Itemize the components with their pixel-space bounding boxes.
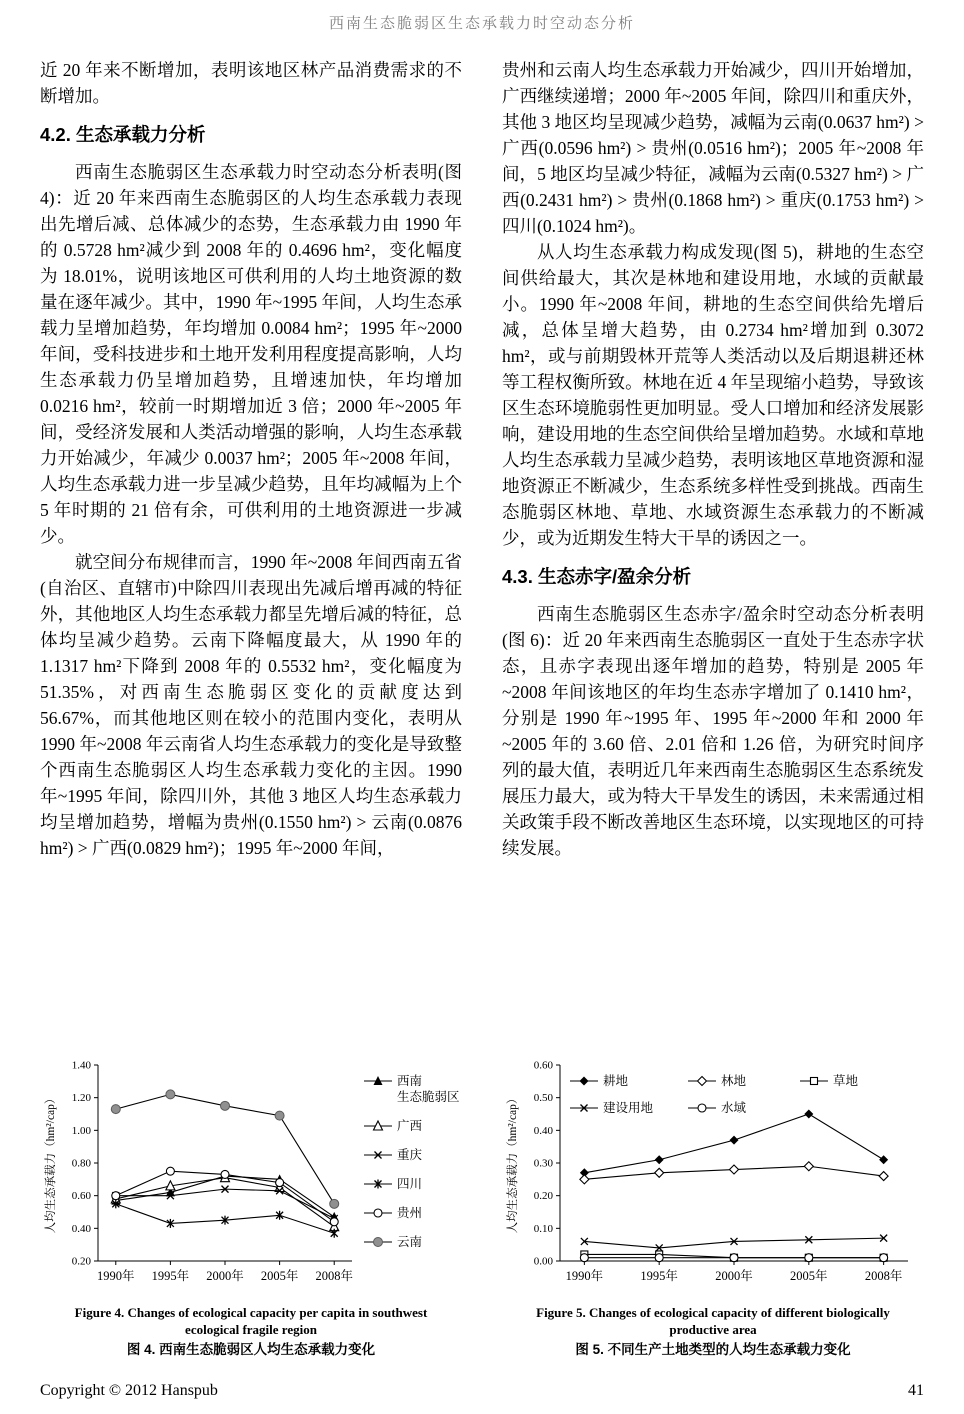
- legend: [364, 1073, 460, 1249]
- svg-text:1.40: 1.40: [71, 1059, 91, 1072]
- right-column: [502, 57, 924, 1045]
- svg-text:1.20: 1.20: [71, 1092, 91, 1105]
- y-axis-label: [43, 1093, 57, 1234]
- svg-text:0.20: 0.20: [71, 1255, 91, 1268]
- svg-text:2008年: 2008年: [864, 1269, 903, 1283]
- figure4-caption-en: Figure 4. Changes of ecological capacity per capita in southwest ecological fragile region: [74, 1305, 428, 1337]
- svg-text:1.00: 1.00: [71, 1124, 91, 1137]
- paragraph-continuation: 贵州和云南人均生态承载力开始减少，四川开始增加，广西继续递增；2000 年~2005 年间，除四川和重庆外，其他 3 地区均呈现减少趋势，减幅为云南(0.0637 hm²) > 广西(0.0596 hm²) > 贵州(0.0516 hm²)；2005 年~2008 年间，5 地区均呈减少特征，减幅为云南(0.5327 hm²) > 广西(0.2431 hm²) > 贵州(0.1868 hm²) > 重庆(0.1753 hm²) > 四川(0.1024 hm²)。: [502, 60, 924, 236]
- paragraph: 西南生态脆弱区生态赤字/盈余时空动态分析表明(图 6)：近 20 年来西南生态脆弱区一直处于生态赤字状态，且赤字表现出逐年增加的趋势，特别是 2005 年~2008 年间该地区的年均生态赤字增加了 0.1410 hm²，分别是 1990 年~1995 年、1995 年~2000 年和 2000 年~2005 年的 3.60 倍、2.01 倍和 1.26 倍，为研究时间序列的最大值，表明近几年来西南生态脆弱区生态系统发展压力最大，或为特大干旱发生的诱因，未来需通过相关政策手段不断改善地区生态环境，以实现地区的可持续发展。: [502, 604, 924, 858]
- paragraph: 就空间分布规律而言，1990 年~2008 年间西南五省(自治区、直辖市)中除四川表现出先减后增再减的特征外，其他地区人均生态承载力都呈先增后减的特征，总体均呈减少趋势。云南下降幅度最大，从 1990 年的 1.1317 hm²下降到 2008 年的 0.5532 hm²，变化幅度为 51.35%，对西南生态脆弱区变化的贡献度达到 56.67%，而其他地区则在较小的范围内变化，表明从 1990 年~2008 年云南省人均生态承载力的变化是导致整个西南生态脆弱区人均生态承载力变化的主因。1990 年~1995 年间，除四川外，其他 3 地区人均生态承载力均呈增加趋势，增幅为贵州(0.1550 hm²) > 云南(0.0876 hm²) > 广西(0.0829 hm²)；1995 年~2000 年间，: [40, 552, 462, 858]
- figure4-line-chart: [40, 1057, 462, 1297]
- svg-text:人均生态承载力（hm²/cap）: 人均生态承载力（hm²/cap）: [45, 1092, 57, 1234]
- svg-text:草地: 草地: [833, 1074, 859, 1088]
- figure5-line-chart: [502, 1057, 924, 1297]
- svg-text:0.20: 0.20: [533, 1190, 553, 1203]
- svg-text:水域: 水域: [721, 1101, 747, 1115]
- svg-text:0.40: 0.40: [533, 1124, 553, 1137]
- copyright-text: Copyright © 2012 Hanspub: [40, 1382, 218, 1399]
- series-x: [581, 1235, 887, 1252]
- fig5-chart-svg: [502, 1057, 924, 1297]
- page-number: 41: [908, 1382, 924, 1399]
- svg-text:重庆: 重庆: [397, 1148, 423, 1162]
- svg-text:云南: 云南: [397, 1235, 423, 1249]
- svg-text:四川: 四川: [397, 1177, 423, 1191]
- figure5-caption: [502, 1305, 924, 1359]
- svg-text:0.60: 0.60: [533, 1059, 553, 1072]
- svg-text:1995年: 1995年: [151, 1269, 190, 1283]
- figures-row: [40, 1057, 924, 1359]
- svg-text:建设用地: 建设用地: [603, 1101, 654, 1115]
- figure4-caption-zh: 图 4. 西南生态脆弱区人均生态承载力变化: [126, 1342, 376, 1357]
- series-circle-filled: [111, 1090, 338, 1208]
- svg-text:1990年: 1990年: [97, 1269, 135, 1283]
- svg-text:2005年: 2005年: [790, 1269, 828, 1283]
- svg-text:人均生态承载力（hm²/cap）: 人均生态承载力（hm²/cap）: [507, 1092, 519, 1234]
- legend: [570, 1073, 859, 1115]
- svg-text:0.30: 0.30: [533, 1157, 553, 1170]
- paragraph: 西南生态脆弱区生态承载力时空动态分析表明(图 4)：近 20 年来西南生态脆弱区的人均生态承载力表现出先增后减、总体减少的态势，生态承载力由 1990 年的 0.5728 hm²减少到 2008 年的 0.4696 hm²，变化幅度为 18.01%，说明该地区可供利用的人均土地资源的数量在逐年减少。其中，1990 年~1995 年间，人均生态承载力呈增加趋势，年均增加 0.0084 hm²；1995 年~2000 年间，受科技进步和土地开发利用程度提高影响，人均生态承载力仍呈增加趋势，且增速加快，年均增加 0.0216 hm²，较前一时期增加近 3 倍；2000 年~2005 年间，受经济发展和人类活动增强的影响，人均生态承载力开始减少，年减少 0.0037 hm²；2005 年~2008 年间，人均生态承载力进一步呈减少趋势，且年均减幅为上个 5 年时期的 21 倍有余，可供利用的土地资源进一步减少。: [40, 162, 462, 546]
- figure5-caption-en: Figure 5. Changes of ecological capacity of different biologically productive area: [536, 1305, 890, 1337]
- svg-text:生态脆弱区: 生态脆弱区: [397, 1090, 460, 1104]
- axes: [72, 1060, 353, 1284]
- svg-text:林地: 林地: [721, 1074, 747, 1088]
- fig4-chart-svg: [40, 1057, 462, 1297]
- svg-text:2008年: 2008年: [315, 1269, 353, 1283]
- svg-text:贵州: 贵州: [397, 1206, 423, 1220]
- svg-text:0.60: 0.60: [71, 1190, 91, 1203]
- svg-text:1995年: 1995年: [640, 1269, 678, 1283]
- svg-text:0.40: 0.40: [71, 1222, 91, 1235]
- paragraph: 从人均生态承载力构成发现(图 5)，耕地的生态空间供给最大，其次是林地和建设用地，水域的贡献最小。1990 年~2008 年间，耕地的生态空间供给先增后减，总体呈增大趋势，由 0.2734 hm²增加到 0.3072 hm²，或与前期毁林开荒等人类活动以及后期退耕还林等工程权衡所致。林地在近 4 年呈现缩小趋势，导致该区生态环境脆弱性更加明显。受人口增加和经济发展影响，建设用地的生态空间供给呈增加趋势。水域和草地人均生态承载力呈减少趋势，表明该地区草地资源和湿地资源正不断减少，生态系统多样性受到挑战。西南生态脆弱区林地、草地、水域资源生态承载力的不断减少，或为近期发生特大干旱的诱因之一。: [502, 242, 924, 548]
- svg-text:2005年: 2005年: [260, 1269, 299, 1283]
- section-heading-4-3: 4.3. 生态赤字/盈余分析: [502, 566, 692, 587]
- figure-4: [40, 1057, 462, 1359]
- figure4-caption: [40, 1305, 462, 1359]
- figure5-caption-zh: 图 5. 不同生产土地类型的人均生态承载力变化: [575, 1342, 851, 1357]
- axes: [534, 1060, 908, 1284]
- svg-text:0.10: 0.10: [533, 1222, 553, 1235]
- svg-text:0.00: 0.00: [533, 1255, 553, 1268]
- svg-text:2000年: 2000年: [206, 1269, 244, 1283]
- svg-text:耕地: 耕地: [603, 1074, 629, 1088]
- svg-text:广西: 广西: [397, 1119, 423, 1133]
- svg-text:1990年: 1990年: [565, 1269, 604, 1283]
- running-head-title: 西南生态脆弱区生态承载力时空动态分析: [328, 16, 635, 32]
- two-column-body: [40, 57, 924, 1045]
- section-heading-4-2: 4.2. 生态承载力分析: [40, 124, 206, 145]
- svg-text:2000年: 2000年: [715, 1269, 753, 1283]
- paragraph-continuation: 近 20 年来不断增加，表明该地区林产品消费需求的不断增加。: [40, 60, 462, 106]
- page-footer: [40, 1382, 924, 1400]
- svg-text:0.80: 0.80: [71, 1157, 91, 1170]
- figure-5: [502, 1057, 924, 1359]
- left-column: [40, 57, 462, 1045]
- svg-text:0.50: 0.50: [533, 1092, 553, 1105]
- svg-text:西南: 西南: [397, 1074, 423, 1088]
- y-axis-label: [505, 1093, 519, 1234]
